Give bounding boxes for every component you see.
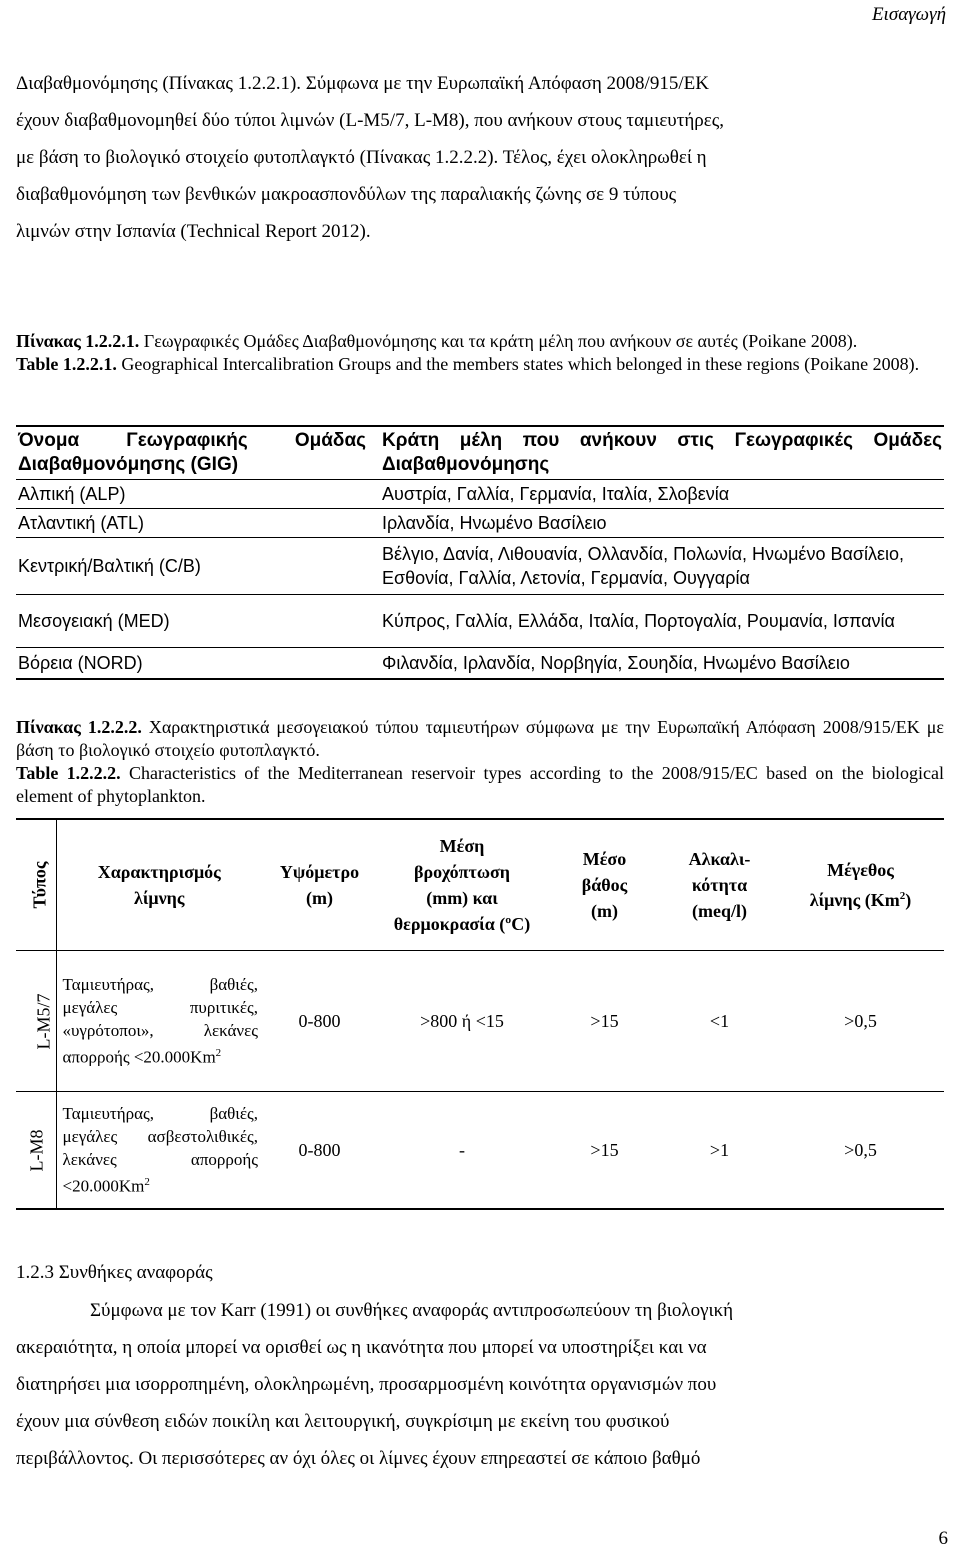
column-header-size: Μέγεθος λίμνης (Km$^2$) xyxy=(777,819,944,951)
intro-line: λιμνών στην Ισπανία (Technical Report 2012). xyxy=(16,221,371,242)
table-cell: Ατλαντική (ATL) xyxy=(16,509,368,538)
column-header-characterization: Χαρακτηρισμός λίμνης xyxy=(56,819,262,951)
column-header-rainfall: Μέση βροχόπτωση (mm) και θερμοκρασία (ºC) xyxy=(377,819,547,951)
table-row xyxy=(16,648,944,680)
table-row xyxy=(16,538,944,595)
table2-caption xyxy=(16,716,944,808)
caption-label: Table 1.2.2.1. xyxy=(16,354,117,374)
table-cell: Φιλανδία, Ιρλανδία, Νορβηγία, Σουηδία, Ηνωμένο Βασίλειο xyxy=(368,648,944,680)
caption-text: Γεωγραφικές Ομάδες Διαβαθμονόμησης και τα κράτη μέλη που ανήκουν σε αυτές (Poikane 2008). xyxy=(143,331,858,351)
column-header-altitude: Υψόμετρο (m) xyxy=(262,819,377,951)
body-line: Σύμφωνα με τον Karr (1991) οι συνθήκες αναφοράς αντιπροσωπεύουν τη βιολογική xyxy=(90,1300,734,1321)
table-row xyxy=(16,595,944,648)
table-header-row xyxy=(16,426,944,480)
table-cell: Βέλγιο, Δανία, Λιθουανία, Ολλανδία, Πολωνία, Ηνωμένο Βασίλειο, Εσθονία, Γαλλία, Λετονία, Γερμανία, Ουγγαρία xyxy=(368,538,944,595)
depth-cell: >15 xyxy=(547,1092,662,1210)
intro-line: έχουν διαβαθμονομηθεί δύο τύποι λιμνών (L-M5/7, L-M8), που ανήκουν στους ταμιευτήρες, xyxy=(16,110,725,131)
table-header-row xyxy=(16,819,944,951)
column-header-type: Τύπος xyxy=(16,819,56,951)
gig-table xyxy=(16,425,944,680)
table-cell: Βόρεια (NORD) xyxy=(16,648,368,680)
table-cell: Μεσογειακή (MED) xyxy=(16,595,368,648)
altitude-cell: 0-800 xyxy=(262,1092,377,1210)
altitude-cell: 0-800 xyxy=(262,951,377,1092)
column-header-depth: Μέσο βάθος (m) xyxy=(547,819,662,951)
column-header: Κράτη μέλη που ανήκουν στις Γεωγραφικές Ομάδες Διαβαθμονόμησης xyxy=(368,426,944,480)
body-line: ακεραιότητα, η οποία μπορεί να ορισθεί ως η ικανότητα που μπορεί να υποστηρίξει και να xyxy=(16,1337,707,1358)
column-header-alkalinity: Αλκαλι-κότητα (meq/l) xyxy=(662,819,777,951)
table-cell: Αλπική (ALP) xyxy=(16,480,368,509)
caption-text: Characteristics of the Mediterranean reservoir types according to the 2008/915/EC based on the biological element of phytoplankton. xyxy=(16,763,944,806)
characterization-cell: Ταμιευτήρας, βαθιές, μεγάλες ασβεστολιθικές, λεκάνες $\alpha\pi o\rho\rho oή\varsigma <20.000Km^2$ xyxy=(56,1092,262,1210)
table-row xyxy=(16,509,944,538)
depth-cell: >15 xyxy=(547,951,662,1092)
caption-label: Πίνακας 1.2.2.1. xyxy=(16,331,140,351)
intro-line: διαβαθμονόμηση των βενθικών μακροασπονδύλων της παραλιακής ζώνης σε 9 τύπους xyxy=(16,184,677,205)
alkalinity-cell: >1 xyxy=(662,1092,777,1210)
type-cell: L-M5/7 xyxy=(16,951,56,1092)
rainfall-cell: - xyxy=(377,1092,547,1210)
characterization-cell: Ταμιευτήρας, βαθιές, μεγάλες πυριτικές, «υγρότοποι», λεκάνες $\alpha\pi o\rho\rho oή\varsigma <20.000Km^2$ xyxy=(56,951,262,1092)
caption-label: Πίνακας 1.2.2.2. xyxy=(16,717,142,737)
page-number: 6 xyxy=(938,1528,948,1549)
table-cell: Αυστρία, Γαλλία, Γερμανία, Ιταλία, Σλοβενία xyxy=(368,480,944,509)
section-heading: 1.2.3 Συνθήκες αναφοράς xyxy=(16,1262,213,1283)
column-header: Όνομα Γεωγραφικής Ομάδας Διαβαθμονόμησης (GIG) xyxy=(16,426,368,480)
table-row xyxy=(16,480,944,509)
caption-label: Table 1.2.2.2. xyxy=(16,763,121,783)
table-cell: Κεντρική/Βαλτική (C/B) xyxy=(16,538,368,595)
intro-paragraph xyxy=(16,65,945,250)
size-cell: >0,5 xyxy=(777,951,944,1092)
intro-line: με βάση το βιολογικό στοιχείο φυτοπλαγκτό (Πίνακας 1.2.2.2). Τέλος, έχει ολοκληρωθεί η xyxy=(16,147,707,168)
body-line: έχουν μια σύνθεση ειδών ποικίλη και λειτουργική, συγκρίσιμη με εκείνη του φυσικού xyxy=(16,1411,670,1432)
table1-caption xyxy=(16,330,944,376)
caption-text: Χαρακτηριστικά μεσογειακού τύπου ταμιευτήρων σύμφωνα με την Ευρωπαϊκή Απόφαση 2008/915/ΕΚ με βάση το βιολογικό στοιχείο φυτοπλαγκτό. xyxy=(16,717,944,760)
body-paragraph xyxy=(16,1292,945,1477)
table-row xyxy=(16,951,944,1092)
page-header: Εισαγωγή xyxy=(871,4,946,25)
rainfall-cell: >800 ή <15 xyxy=(377,951,547,1092)
body-line: περιβάλλοντος. Οι περισσότερες αν όχι όλες οι λίμνες έχουν επηρεαστεί σε κάποιο βαθμό xyxy=(16,1448,701,1469)
table-cell: Ιρλανδία, Ηνωμένο Βασίλειο xyxy=(368,509,944,538)
table-row xyxy=(16,1092,944,1210)
intro-line: Διαβαθμονόμησης (Πίνακας 1.2.2.1). Σύμφωνα με την Ευρωπαϊκή Απόφαση 2008/915/ΕΚ xyxy=(16,73,709,94)
type-cell: L-M8 xyxy=(16,1092,56,1210)
alkalinity-cell: <1 xyxy=(662,951,777,1092)
caption-text: Geographical Intercalibration Groups and the members states which belonged in these regions (Poikane 2008). xyxy=(121,354,920,374)
body-line: διατηρήσει μια ισορροπημένη, ολοκληρωμένη, προσαρμοσμένη κοινότητα οργανισμών που xyxy=(16,1374,717,1395)
size-cell: >0,5 xyxy=(777,1092,944,1210)
reservoir-types-table xyxy=(16,818,944,1210)
table-cell: Κύπρος, Γαλλία, Ελλάδα, Ιταλία, Πορτογαλία, Ρουμανία, Ισπανία xyxy=(368,595,944,648)
